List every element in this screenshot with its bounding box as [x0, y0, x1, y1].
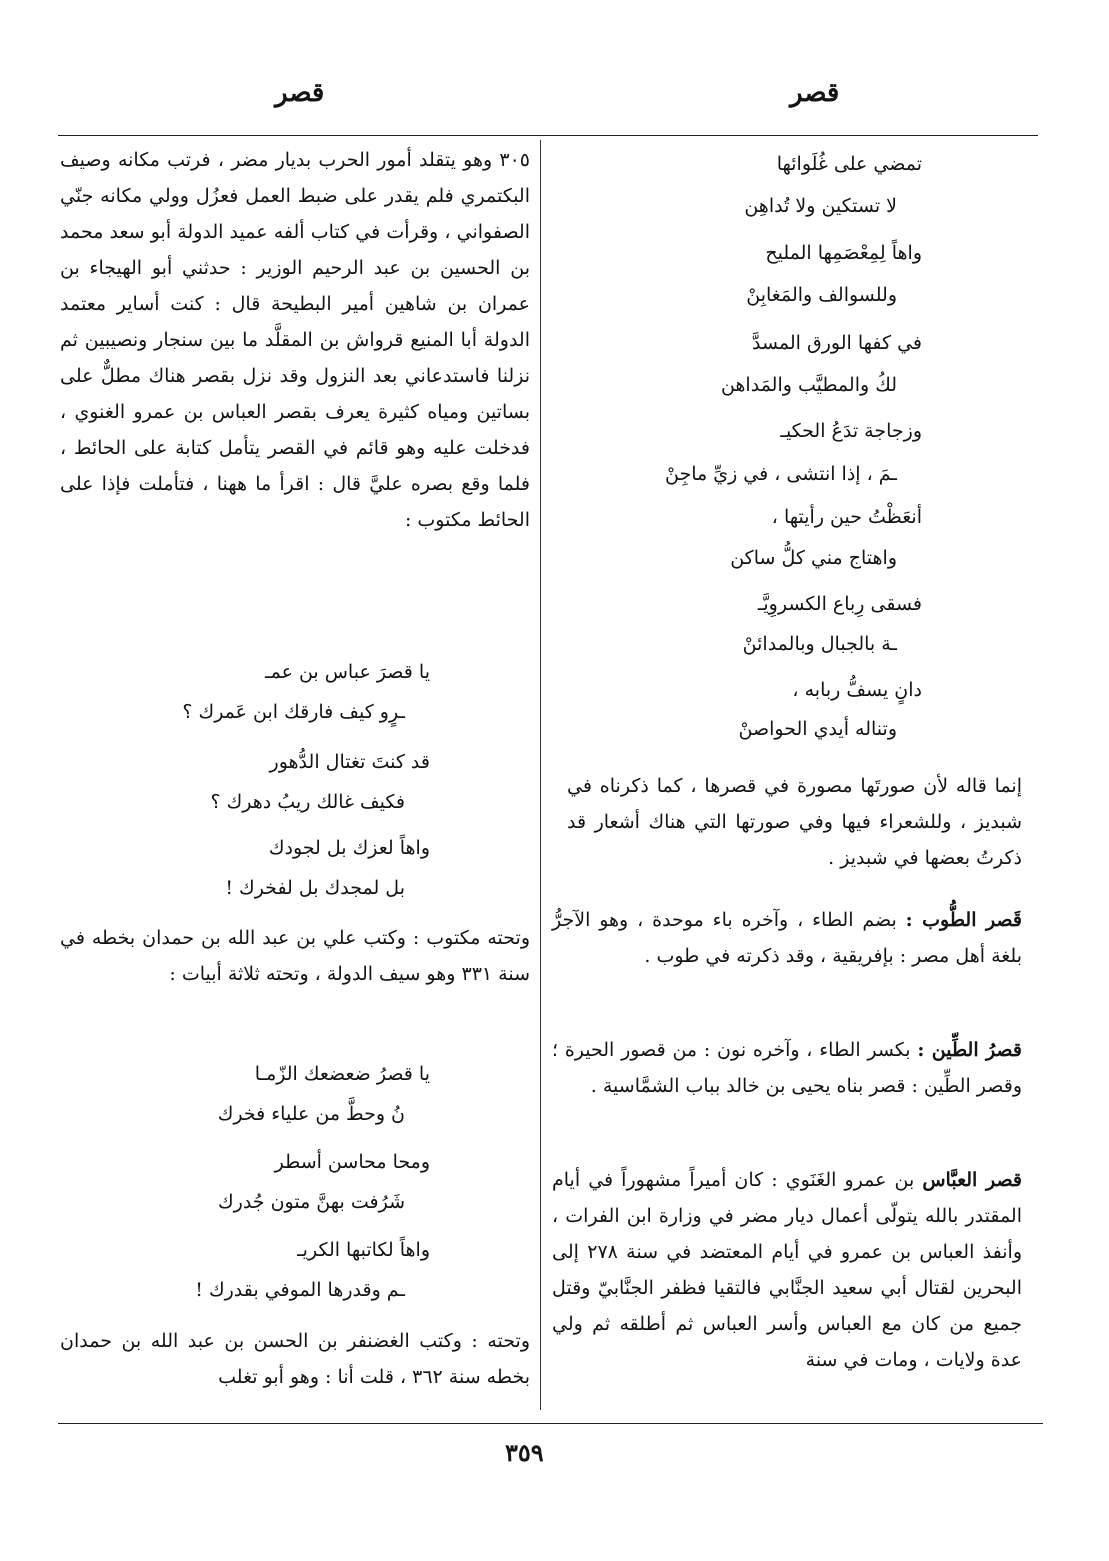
poem-line: نُ وحطَّ من علياء فخرك [217, 1103, 405, 1125]
poem-line: دانٍ يسفُّ ربابه ، [792, 679, 922, 701]
poem-line: ـمَ ، إذا انتشى ، في زيِّ ماجِنْ [665, 463, 897, 485]
running-head-left: قصر [275, 78, 325, 108]
paragraph: وتحته مكتوب : وكتب علي بن عبد الله بن حمدان بخطه في سنة ٣٣١ وهو سيف الدولة ، وتحته ثلاثة أبيات : [60, 927, 530, 985]
poem-line: يا قصرَ عباس بن عمـ [265, 661, 430, 683]
entry-qasr-al-tub [552, 902, 1022, 974]
poem-line: لا تستكين ولا تُداهِن [744, 195, 897, 217]
paragraph: ٣٠٥ وهو يتقلد أمور الحرب بديار مضر ، فرتب مكانه وصيف البكتمري فلم يقدر على ضبط العمل فعزُل وولي مكانه جنّي الصفواني ، وقرأت في كتاب ألفه عميد الدولة أبو سعد محمد بن الحسين بن عبد الرحيم الوزير : حدثني أبو الهيجاء بن عمران بن شاهين أمير البطيحة قال : كنت أساير معتمد الدولة أبا المنيع قرواش بن المقلَّد ما بين سنجار ونصيبين ثم نزلنا فاستدعاني بعد النزول وقد نزل بقصر هناك مطلٌّ على بساتين ومياه كثيرة يعرف بقصر العباس بن عمرو الغنوي ، فدخلت عليه وهو قائم في القصر يتأمل كتابة على الحائط ، فلما وقع بصره عليَّ قال : اقرأ ما ههنا ، فتأملت فإذا على الحائط مكتوب : [60, 149, 530, 531]
bottom-rule [58, 1423, 1043, 1424]
poem-line: فسقى رِباع الكسروِيَّـ [757, 593, 922, 615]
poem-line: يا قصرُ ضعضعك الزّمـا [254, 1063, 430, 1085]
poem-line: في كفها الورق المسدَّ [751, 332, 922, 354]
poem-line: واهتاج مني كلُّ ساكن [730, 547, 897, 569]
poem-line: فكيف غالك ريبُ دهرك ؟ [210, 791, 405, 813]
lemma: قصرُ الطِّين : [917, 1039, 1022, 1061]
poem-line: لكُ والمطيَّب والمَداهن [720, 374, 897, 396]
poem-line: بل لمجدك بل لفخرك ! [225, 877, 405, 899]
entry-text: بضم الطاء ، وآخره باء موحدة ، وهو الآجرُّ بلغة أهل مصر : بإفريقية ، وقد ذكرته في طوب . [552, 909, 1022, 967]
poem-line: وزجاجة تدَعُ الحكيـ [780, 420, 922, 442]
poem-line: واهاً لعزك بل لجودك [268, 837, 430, 859]
poem-line: قد كنتَ تغتال الدُّهور [269, 751, 430, 773]
paragraph: إنما قاله لأن صورتَها مصورة في قصرها ، كما ذكرناه في شبديز ، وللشعراء فيها وفي صورتها التي هناك أشعار قد ذكرتُ بعضها في شبديز . [567, 775, 1022, 869]
top-rule [58, 135, 1038, 136]
lemma: قصر العبَّاس [922, 1169, 1022, 1191]
entry-text: بن عمرو الغَنَوي : كان أميراً مشهوراً في أيام المقتدر بالله يتولّى أعمال ديار مضر في وزارة ابن الفرات ، وأنفذ العباس بن عمرو في أيام المعتضد في سنة ٢٧٨ إلى البحرين لقتال أبي سعيد الجنَّابي فالتقيا فظفر الجنَّابيّ وقتل جميع من كان مع العباس وأسر العباس ثم أطلقه ثم ولي عدة ولايات ، ومات في سنة [552, 1169, 1022, 1371]
right-column [552, 140, 1022, 1415]
poem-line: شَرُفت بهنَّ متون جُدرك [217, 1191, 405, 1213]
poem-line: واهاً لكاتبها الكريـ [297, 1239, 430, 1261]
poem-line: وتناله أيدي الحواصنْ [738, 718, 897, 740]
entry-qasr-al-tin [552, 1032, 1022, 1104]
entry-qasr-al-abbas [552, 1162, 1022, 1378]
poem-line: ـرٍو كيف فارقك ابن عَمرك ؟ [182, 701, 405, 723]
poem-line: ومحا محاسن أسطر [274, 1151, 430, 1173]
page-number: ٣٥٩ [505, 1438, 544, 1467]
poem-line: ـة بالجبال وبالمدائنْ [742, 633, 897, 655]
left-column [60, 140, 530, 1415]
poem-line: ـم وقدرها الموفي بقدرك ! [195, 1279, 405, 1301]
lemma: قَصر الطُّوب : [905, 909, 1022, 931]
poem-line: واهاً لِمِعْصَمِها المليح [765, 242, 922, 264]
running-head-right: قصر [790, 78, 840, 108]
poem-line: وللسوالف والمَغابِنْ [746, 284, 897, 306]
poem-line: تمضي على غُلَوائها [776, 153, 922, 175]
entry-text: بكسر الطاء ، وآخره نون : من قصور الحيرة ؛ وقصر الطِّين : قصر بناه يحيى بن خالد بباب الشمَّاسية . [552, 1039, 1022, 1097]
paragraph: وتحته : وكتب الغضنفر بن الحسن بن عبد الله بن حمدان بخطه سنة ٣٦٢ ، قلت أنا : وهو أبو تغلب [60, 1330, 530, 1388]
poem-line: أنعَظْتُ حين رأيتها ، [771, 506, 922, 528]
column-divider [540, 140, 541, 1410]
